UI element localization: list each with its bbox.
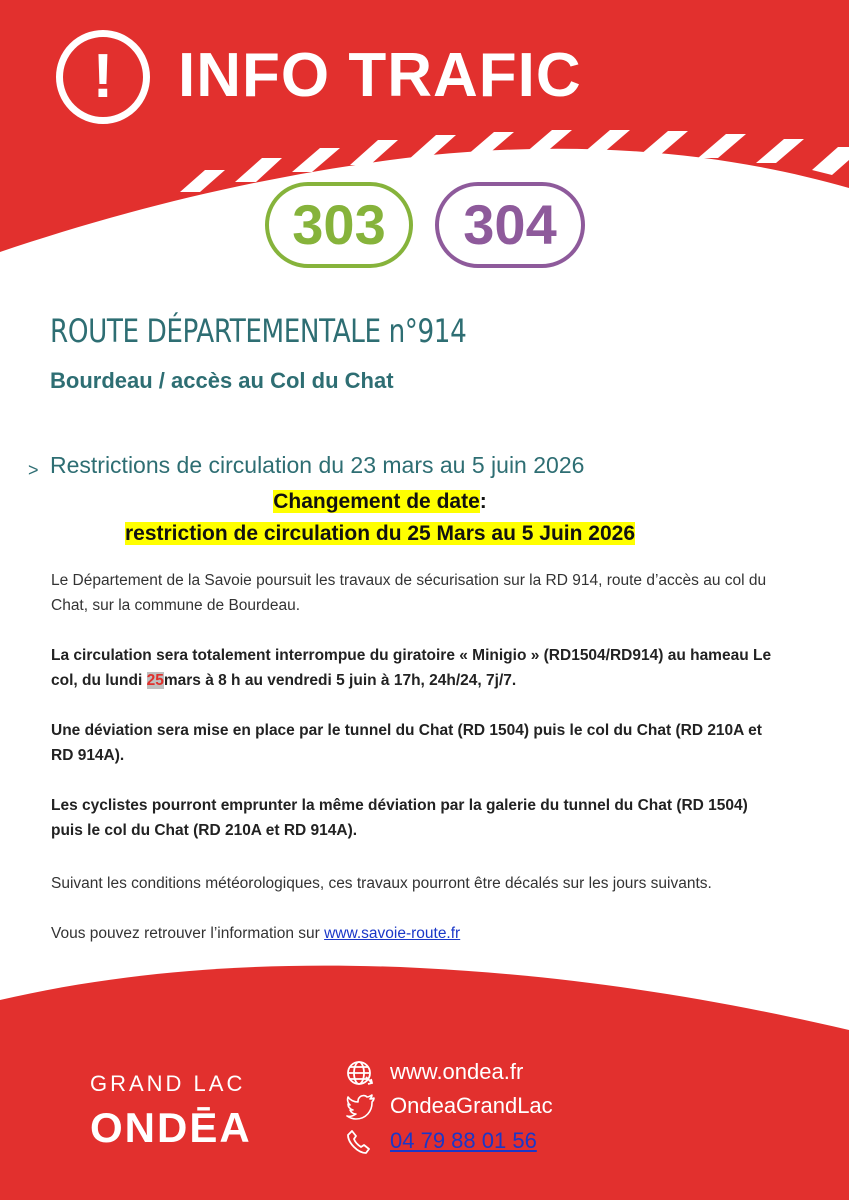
date-change-title-text: Changement de date	[273, 490, 480, 513]
paragraph-more-info	[51, 921, 779, 946]
brand-ondea-logo: ONDĒA	[90, 1104, 252, 1151]
closure-text-start: La circulation sera totalement interrompue du giratoire « Minigio » (RD1504/RD914) au hameau Le col, du lundi	[51, 647, 772, 689]
page-title: INFO TRAFIC	[178, 41, 582, 110]
paragraph-weather: Suivant les conditions météorologiques, ces travaux pourront être décalés sur les jours suivants.	[51, 875, 712, 892]
phone-number-link[interactable]: 04 79 88 01 56	[390, 1128, 537, 1153]
paragraph-intro: Le Département de la Savoie poursuit les travaux de sécurisation sur la RD 914, route d’accès au col du Chat, sur la commune de Bourdeau.	[51, 572, 767, 614]
closure-date-highlight: 25	[146, 672, 164, 689]
closure-text-end: mars à 8 h au vendredi 5 juin à 17h, 24h/24, 7j/7.	[163, 672, 517, 689]
paragraph-detour: Une déviation sera mise en place par le tunnel du Chat (RD 1504) puis le col du Chat (RD 210A et RD 914A).	[51, 722, 762, 764]
alert-icon	[56, 30, 150, 124]
twitter-bird-icon	[346, 1094, 376, 1120]
date-change-line	[0, 522, 760, 546]
bus-line-304-badge: 304	[435, 182, 585, 268]
route-subtitle: Bourdeau / accès au Col du Chat	[50, 368, 394, 393]
alert-symbol: !	[92, 42, 114, 111]
more-info-text: Vous pouvez retrouver l’information sur	[51, 925, 325, 942]
globe-icon	[346, 1060, 374, 1086]
bullet-chevron-icon: >	[28, 460, 39, 480]
paragraph-cyclists: Les cyclistes pourront emprunter la même déviation par la galerie du tunnel du Chat (RD 1504) puis le col du Chat (RD 210A et RD 914A).	[51, 797, 748, 839]
date-change-colon: :	[479, 490, 487, 513]
bus-line-303-badge: 303	[265, 182, 413, 268]
phone-icon	[346, 1129, 372, 1155]
savoie-route-link[interactable]: www.savoie-route.fr	[324, 925, 461, 942]
date-change-title	[0, 490, 760, 514]
twitter-handle[interactable]: OndeaGrandLac	[390, 1093, 553, 1118]
brand-grand-lac: GRAND LAC	[90, 1071, 246, 1096]
paragraph-closure	[51, 643, 779, 693]
date-change-line-text: restriction de circulation du 25 Mars au 5 Juin 2026	[124, 522, 635, 545]
route-title: ROUTE DÉPARTEMENTALE n°914	[50, 312, 467, 350]
restriction-heading: Restrictions de circulation du 23 mars au 5 juin 2026	[50, 452, 585, 478]
website-link[interactable]: www.ondea.fr	[390, 1059, 524, 1084]
